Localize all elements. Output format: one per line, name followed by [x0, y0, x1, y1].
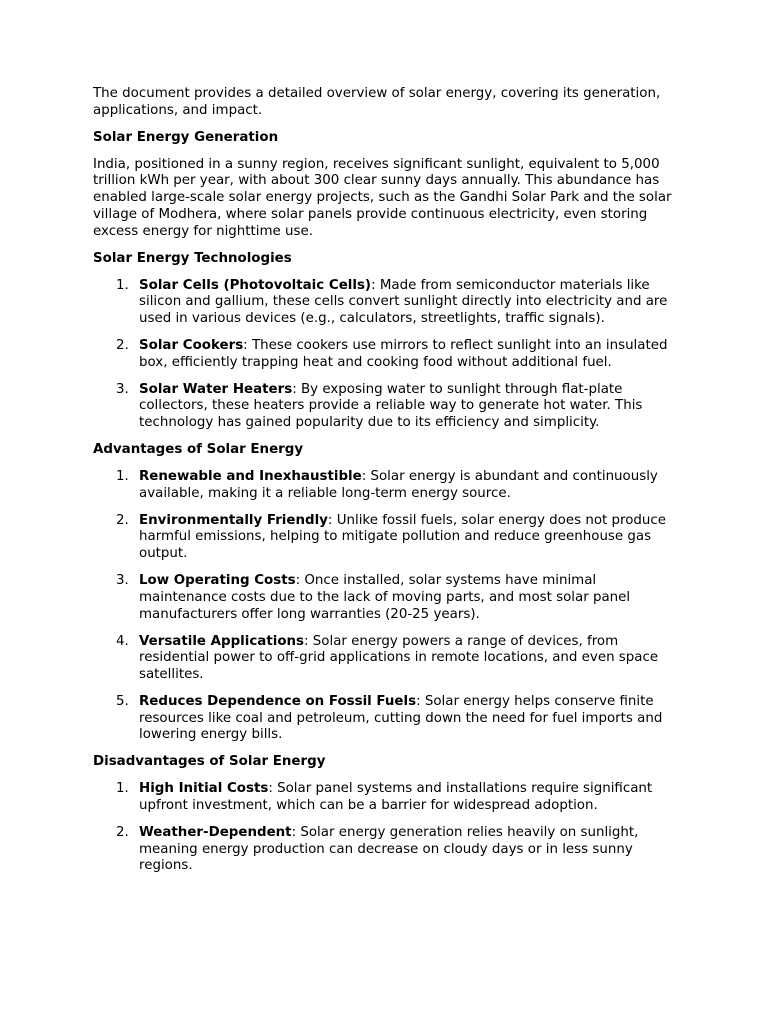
- list-term: Solar Cookers: [139, 337, 244, 353]
- disadvantages-list: [93, 781, 683, 875]
- list-item: [93, 278, 683, 328]
- list-term: Solar Cells (Photovoltaic Cells): [139, 277, 372, 293]
- list-text: : Solar energy powers a range of devices, from residential power to off-grid applications in remote locations, and even space satellites.: [139, 633, 659, 682]
- list-text: : Once installed, solar systems have minimal maintenance costs due to the lack of moving parts, and most solar panel manufacturers offer long warranties (20-25 years).: [139, 573, 631, 622]
- list-number: 2.: [116, 825, 129, 841]
- list-number: 2.: [116, 512, 129, 528]
- list-item: [93, 338, 683, 371]
- list-number: 2.: [116, 337, 129, 353]
- list-item: [93, 634, 683, 684]
- list-text: : By exposing water to sunlight through flat-plate collectors, these heaters provide a reliable way to generate hot water. This technology has gained popularity due to its efficiency and simplicity.: [139, 381, 643, 431]
- list-item: [93, 694, 683, 744]
- list-term: Weather-Dependent: [139, 825, 292, 841]
- list-term: Reduces Dependence on Fossil Fuels: [139, 693, 417, 709]
- list-term: Environmentally Friendly: [139, 512, 328, 528]
- list-item: [93, 825, 683, 875]
- list-term: Solar Water Heaters: [139, 381, 293, 397]
- list-number: 5.: [116, 693, 129, 709]
- list-item: [93, 781, 683, 814]
- list-item: [93, 513, 683, 563]
- technologies-list: [93, 278, 683, 432]
- list-item: [93, 573, 683, 623]
- list-term: High Initial Costs: [139, 781, 269, 797]
- list-term: Low Operating Costs: [139, 573, 296, 589]
- list-text: : These cookers use mirrors to reflect sunlight into an insulated box, efficiently trapping heat and cooking food without additional fuel.: [139, 337, 668, 370]
- list-number: 3.: [116, 381, 129, 397]
- list-number: 4.: [116, 633, 129, 649]
- list-text: : Solar energy helps conserve finite resources like coal and petroleum, cutting down the need for fuel imports and lowering energy bills.: [139, 693, 663, 743]
- list-text: : Solar energy is abundant and continuously available, making it a reliable long-term energy source.: [139, 469, 658, 501]
- list-text: : Made from semiconductor materials like silicon and gallium, these cells convert sunlight directly into electricity and are used in various devices (e.g., calculators, streetlights, traffic signals).: [139, 277, 668, 326]
- list-text: : Solar energy generation relies heavily on sunlight, meaning energy production can decrease on cloudy days or in less sunny regions.: [139, 825, 639, 874]
- section-heading-generation: Solar Energy Generation: [93, 129, 279, 145]
- advantages-list: [93, 469, 683, 744]
- list-number: 1.: [116, 277, 129, 293]
- list-item: [93, 382, 683, 432]
- intro-paragraph: The document provides a detailed overview of solar energy, covering its generation, applications, and impact.: [93, 86, 661, 118]
- list-term: Renewable and Inexhaustible: [139, 469, 362, 485]
- list-term: Versatile Applications: [139, 633, 305, 649]
- list-item: [93, 469, 683, 502]
- list-number: 1.: [116, 781, 129, 797]
- generation-paragraph: India, positioned in a sunny region, receives significant sunlight, equivalent to 5,000 trillion kWh per year, with about 300 clear sunny days annually. This abundance has enabled large-scale solar energy projects, such as the Gandhi Solar Park and the solar village of Modhera, where solar panels provide continuous electricity, even storing excess energy for nighttime use.: [93, 156, 672, 239]
- section-heading-technologies: Solar Energy Technologies: [93, 250, 292, 266]
- list-text: : Unlike fossil fuels, solar energy does not produce harmful emissions, helping to mitigate pollution and reduce greenhouse gas output.: [139, 512, 667, 562]
- section-heading-disadvantages: Disadvantages of Solar Energy: [93, 754, 326, 770]
- list-text: : Solar panel systems and installations require significant upfront investment, which can be a barrier for widespread adoption.: [139, 781, 653, 814]
- list-number: 3.: [116, 573, 129, 589]
- section-heading-advantages: Advantages of Solar Energy: [93, 442, 304, 458]
- list-number: 1.: [116, 469, 129, 485]
- document-page: [93, 86, 683, 885]
